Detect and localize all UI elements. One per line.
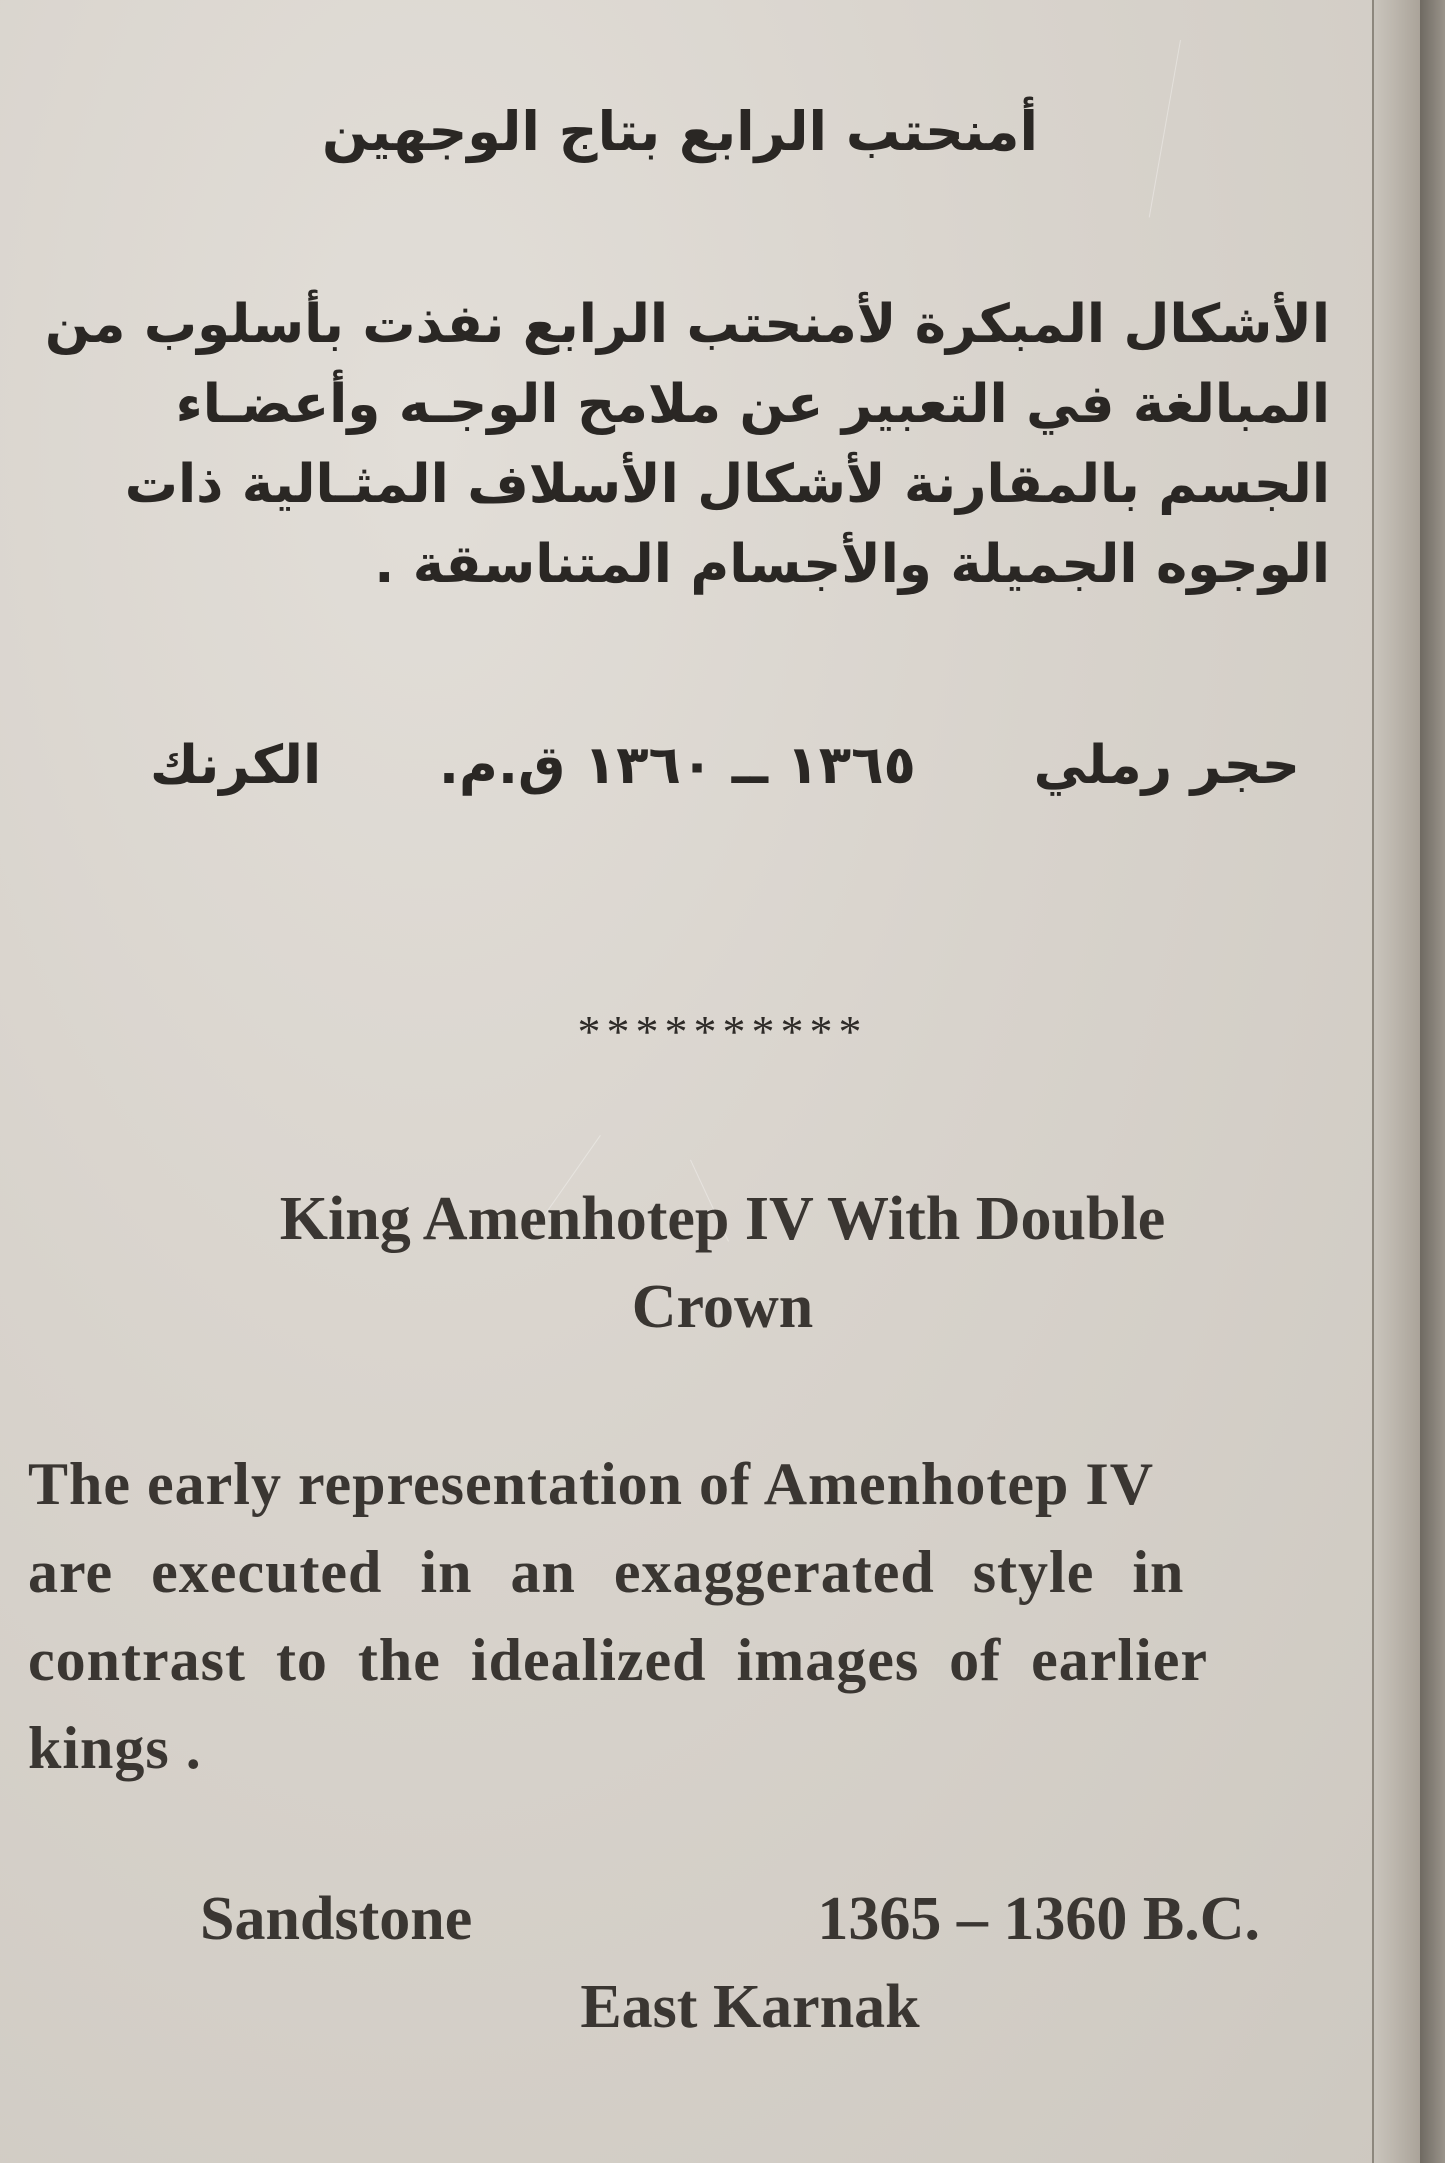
arabic-description-line: الأشكال المبكرة لأمنحتب الرابع نفذت بأسلوب من (44, 294, 1330, 355)
arabic-title: أمنحتب الرابع بتاج الوجهين (322, 100, 1038, 163)
edge-shadow (1420, 0, 1445, 2163)
english-material: Sandstone (200, 1885, 473, 1953)
separator: ********** (577, 1006, 868, 1057)
english-description-line: contrast to the idealized images of earlier (28, 1627, 1209, 1693)
arabic-location: الكرنك (150, 735, 322, 796)
english-details (200, 1875, 1260, 2051)
arabic-description-line: الجسم بالمقارنة لأشكال الأسلاف المثـالية ذات (124, 454, 1330, 515)
english-description (28, 1440, 1418, 1792)
english-description-line: are executed in an exaggerated style in (28, 1539, 1185, 1605)
english-title-line: Crown (631, 1273, 814, 1341)
english-location: East Karnak (580, 1973, 920, 2041)
english-description-line: kings . (28, 1715, 202, 1781)
arabic-description-line: المبالغة في التعبير عن ملامح الوجـه وأعضـاء (175, 374, 1330, 435)
arabic-date: ١٣٦٥ ــ ١٣٦٠ ق.م. (438, 735, 916, 796)
arabic-material: حجر رملي (1033, 735, 1300, 796)
english-title (100, 1175, 1345, 1351)
english-title-line: King Amenhotep IV With Double (279, 1185, 1166, 1253)
english-description-line: The early representation of Amenhotep IV (28, 1451, 1155, 1517)
english-date: 1365 – 1360 B.C. (817, 1885, 1260, 1953)
arabic-details (150, 735, 1300, 796)
arabic-description (44, 285, 1330, 605)
plaque-edge (1372, 0, 1422, 2163)
english-details-row (200, 1875, 1260, 1963)
arabic-description-line: الوجوه الجميلة والأجسام المتناسقة . (374, 534, 1330, 595)
